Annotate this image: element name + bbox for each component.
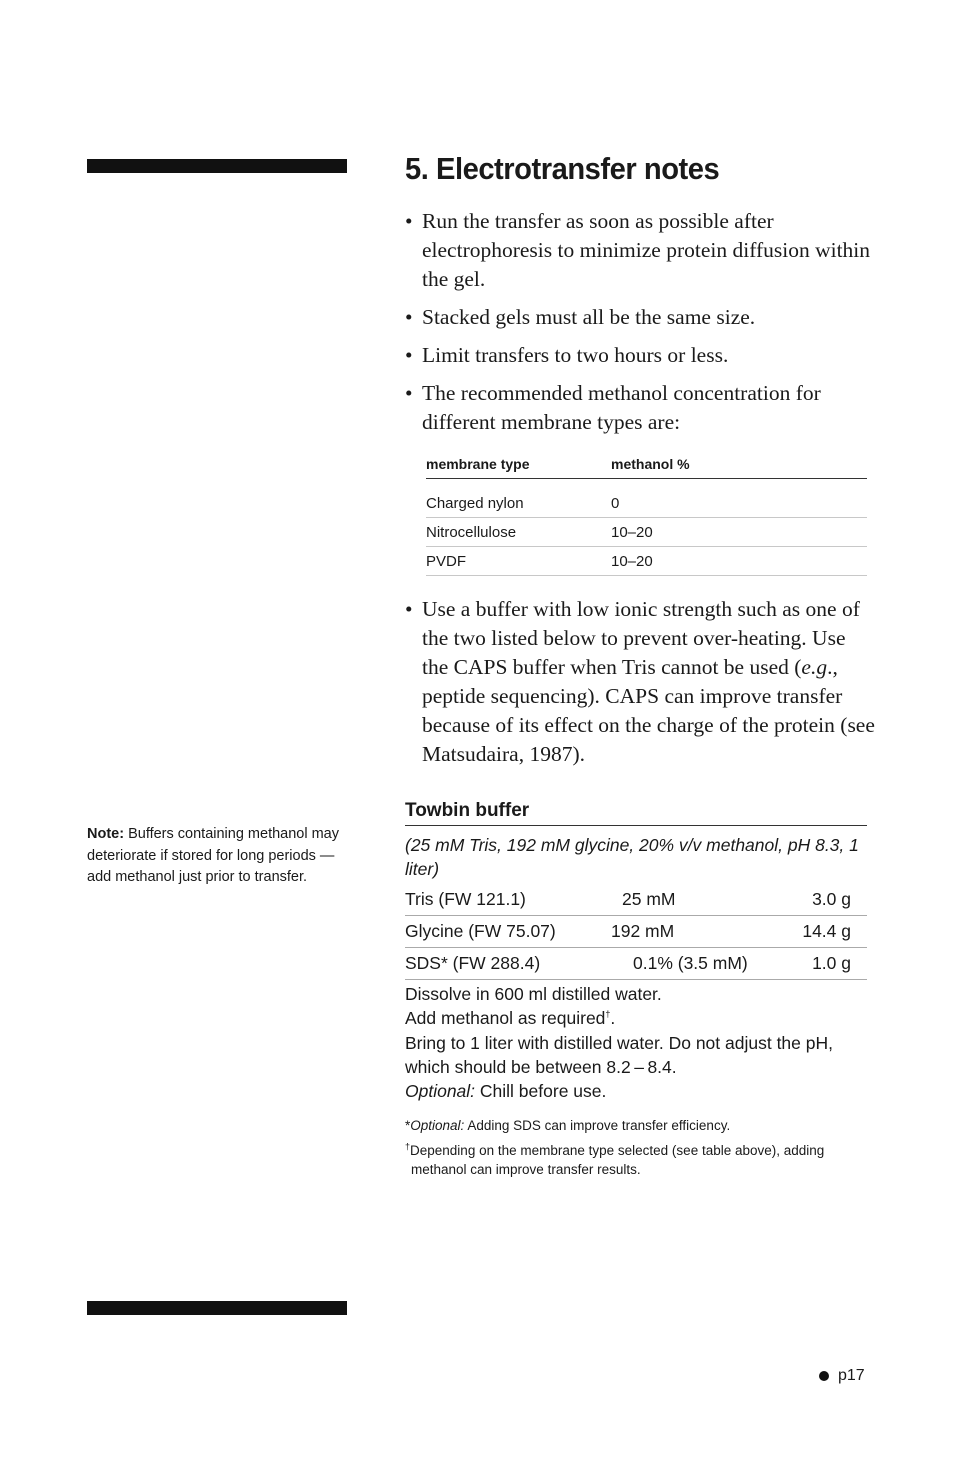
methanol-cell: 10–20 bbox=[611, 547, 867, 576]
table-header-row bbox=[426, 451, 867, 479]
footnote-mark: * bbox=[405, 1118, 411, 1133]
reagent-cell: Glycine (FW 75.07) bbox=[405, 916, 605, 948]
notes-list bbox=[405, 207, 875, 446]
concentration-cell: 0.1% (3.5 mM) bbox=[605, 948, 798, 980]
reagent-cell: Tris (FW 121.1) bbox=[405, 884, 605, 916]
buffer-notes-list bbox=[405, 595, 875, 778]
instruction-line bbox=[405, 1006, 867, 1030]
footnote-label: Optional: bbox=[410, 1118, 465, 1133]
towbin-instructions bbox=[405, 982, 867, 1103]
methanol-cell: 0 bbox=[611, 479, 867, 518]
towbin-subtitle: (25 mM Tris, 192 mM glycine, 20% v/v methanol, pH 8.3, 1 liter) bbox=[405, 835, 859, 879]
column-header-membrane-type: membrane type bbox=[426, 451, 611, 479]
footnote-text: methanol can improve transfer results. bbox=[411, 1162, 641, 1177]
bullet-dot-icon bbox=[819, 1371, 829, 1381]
page-number bbox=[819, 1367, 865, 1385]
instruction-text: Add methanol as required bbox=[405, 1008, 606, 1029]
membrane-methanol-table bbox=[426, 451, 867, 576]
section-title: 5. Electrotransfer notes bbox=[405, 151, 720, 186]
bottom-rule-bar bbox=[87, 1301, 347, 1315]
membrane-cell: Nitrocellulose bbox=[426, 518, 611, 547]
table-row bbox=[405, 884, 867, 916]
towbin-recipe-table bbox=[405, 884, 867, 980]
buffer-text-em: e.g bbox=[801, 655, 828, 679]
amount-cell: 3.0 g bbox=[798, 884, 867, 916]
membrane-cell: PVDF bbox=[426, 547, 611, 576]
table-row bbox=[426, 479, 867, 518]
amount-cell: 1.0 g bbox=[798, 948, 867, 980]
concentration-cell: 25 mM bbox=[605, 884, 798, 916]
instruction-line: Bring to 1 liter with distilled water. Do not adjust the pH, which should be between 8.2 – 8.4. bbox=[405, 1032, 833, 1077]
list-item: • The recommended methanol concentration for different membrane types are: bbox=[405, 379, 875, 437]
note-label: Note: bbox=[87, 826, 125, 842]
instruction-line: Dissolve in 600 ml distilled water. bbox=[405, 984, 662, 1004]
page-number-text: p17 bbox=[838, 1367, 865, 1384]
buffer-text-post: ., peptide sequencing). CAPS can improve transfer because of its effect on the charge of the protein (see Matsudaira, 1987). bbox=[422, 655, 875, 766]
table-row bbox=[426, 547, 867, 576]
note-text: Buffers containing methanol may deteriorate if stored for long periods — add methanol just prior to transfer. bbox=[87, 826, 339, 886]
methanol-cell: 10–20 bbox=[611, 518, 867, 547]
optional-label: Optional: bbox=[405, 1081, 476, 1102]
list-item bbox=[405, 595, 875, 769]
footnote-mark: † bbox=[405, 1141, 411, 1152]
dagger-mark: † bbox=[605, 1009, 611, 1020]
instruction-line bbox=[405, 1079, 867, 1103]
reagent-cell: SDS* (FW 288.4) bbox=[405, 948, 605, 980]
amount-cell: 14.4 g bbox=[798, 916, 867, 948]
footnote-text: Depending on the membrane type selected (see table above), adding bbox=[410, 1143, 825, 1158]
towbin-title: Towbin buffer bbox=[405, 800, 867, 826]
table-row bbox=[405, 916, 867, 948]
footnote-sds bbox=[405, 1116, 867, 1135]
instruction-text: Chill before use. bbox=[475, 1081, 607, 1102]
table-row bbox=[405, 948, 867, 980]
footnote-methanol bbox=[405, 1141, 867, 1179]
list-item: • Stacked gels must all be the same size. bbox=[405, 303, 875, 332]
sidebar-note bbox=[87, 824, 349, 889]
membrane-cell: Charged nylon bbox=[426, 479, 611, 518]
footnote-text: Adding SDS can improve transfer efficiency. bbox=[464, 1118, 731, 1133]
column-header-methanol: methanol % bbox=[611, 451, 867, 479]
list-item: • Run the transfer as soon as possible after electrophoresis to minimize protein diffusion within the gel. bbox=[405, 207, 875, 294]
table-row bbox=[426, 518, 867, 547]
concentration-cell: 192 mM bbox=[605, 916, 798, 948]
list-item: • Limit transfers to two hours or less. bbox=[405, 341, 875, 370]
instruction-period: . bbox=[610, 1008, 616, 1029]
buffer-text-pre: Use a buffer with low ionic strength such as one of the two listed below to prevent over-heating. Use the CAPS buffer when Tris cannot be used ( bbox=[422, 597, 860, 679]
top-rule-bar bbox=[87, 159, 347, 173]
